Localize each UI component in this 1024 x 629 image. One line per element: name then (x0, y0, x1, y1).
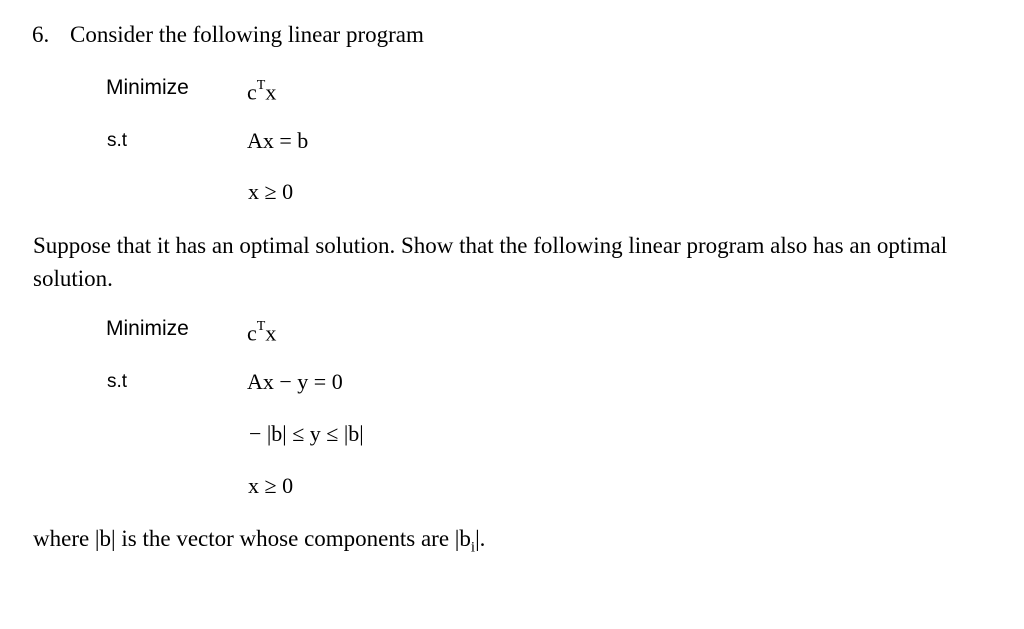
program2-constraint-equality: Ax − y = 0 (247, 369, 343, 394)
footer-end: |. (475, 526, 486, 551)
program1-st-keyword: s.t (107, 130, 128, 151)
question-number: 6. (32, 22, 50, 47)
problem-paragraph: Suppose that it has an optimal solution. Show that the following linear program also has an optimal solution. (33, 233, 948, 291)
footer-text: where |b| is the vector whose components are |b (33, 526, 471, 551)
program1-objective (247, 74, 276, 106)
program2-st-keyword: s.t (107, 371, 128, 392)
program2-objective-keyword: Minimize (106, 317, 189, 340)
program2-objective-base: c (247, 320, 257, 346)
program1-objective-keyword: Minimize (106, 76, 189, 99)
footer-sentence (33, 524, 485, 563)
footer-subscript: i (470, 539, 476, 556)
program2-constraint-bounds: − |b| ≤ y ≤ |b| (249, 421, 364, 446)
program2-objective-var: x (265, 320, 277, 346)
program1-objective-sup: T (256, 78, 266, 93)
program1-constraint-nonneg: x ≥ 0 (248, 179, 294, 204)
program2-constraint-nonneg: x ≥ 0 (248, 473, 294, 498)
question-heading (32, 20, 424, 50)
program2-objective-sup: T (256, 319, 266, 334)
program1-constraint-equality: Ax = b (247, 128, 309, 153)
program1-objective-var: x (265, 79, 277, 105)
program2-objective (247, 315, 276, 347)
program1-objective-base: c (247, 79, 257, 105)
question-heading-text: Consider the following linear program (70, 22, 424, 47)
